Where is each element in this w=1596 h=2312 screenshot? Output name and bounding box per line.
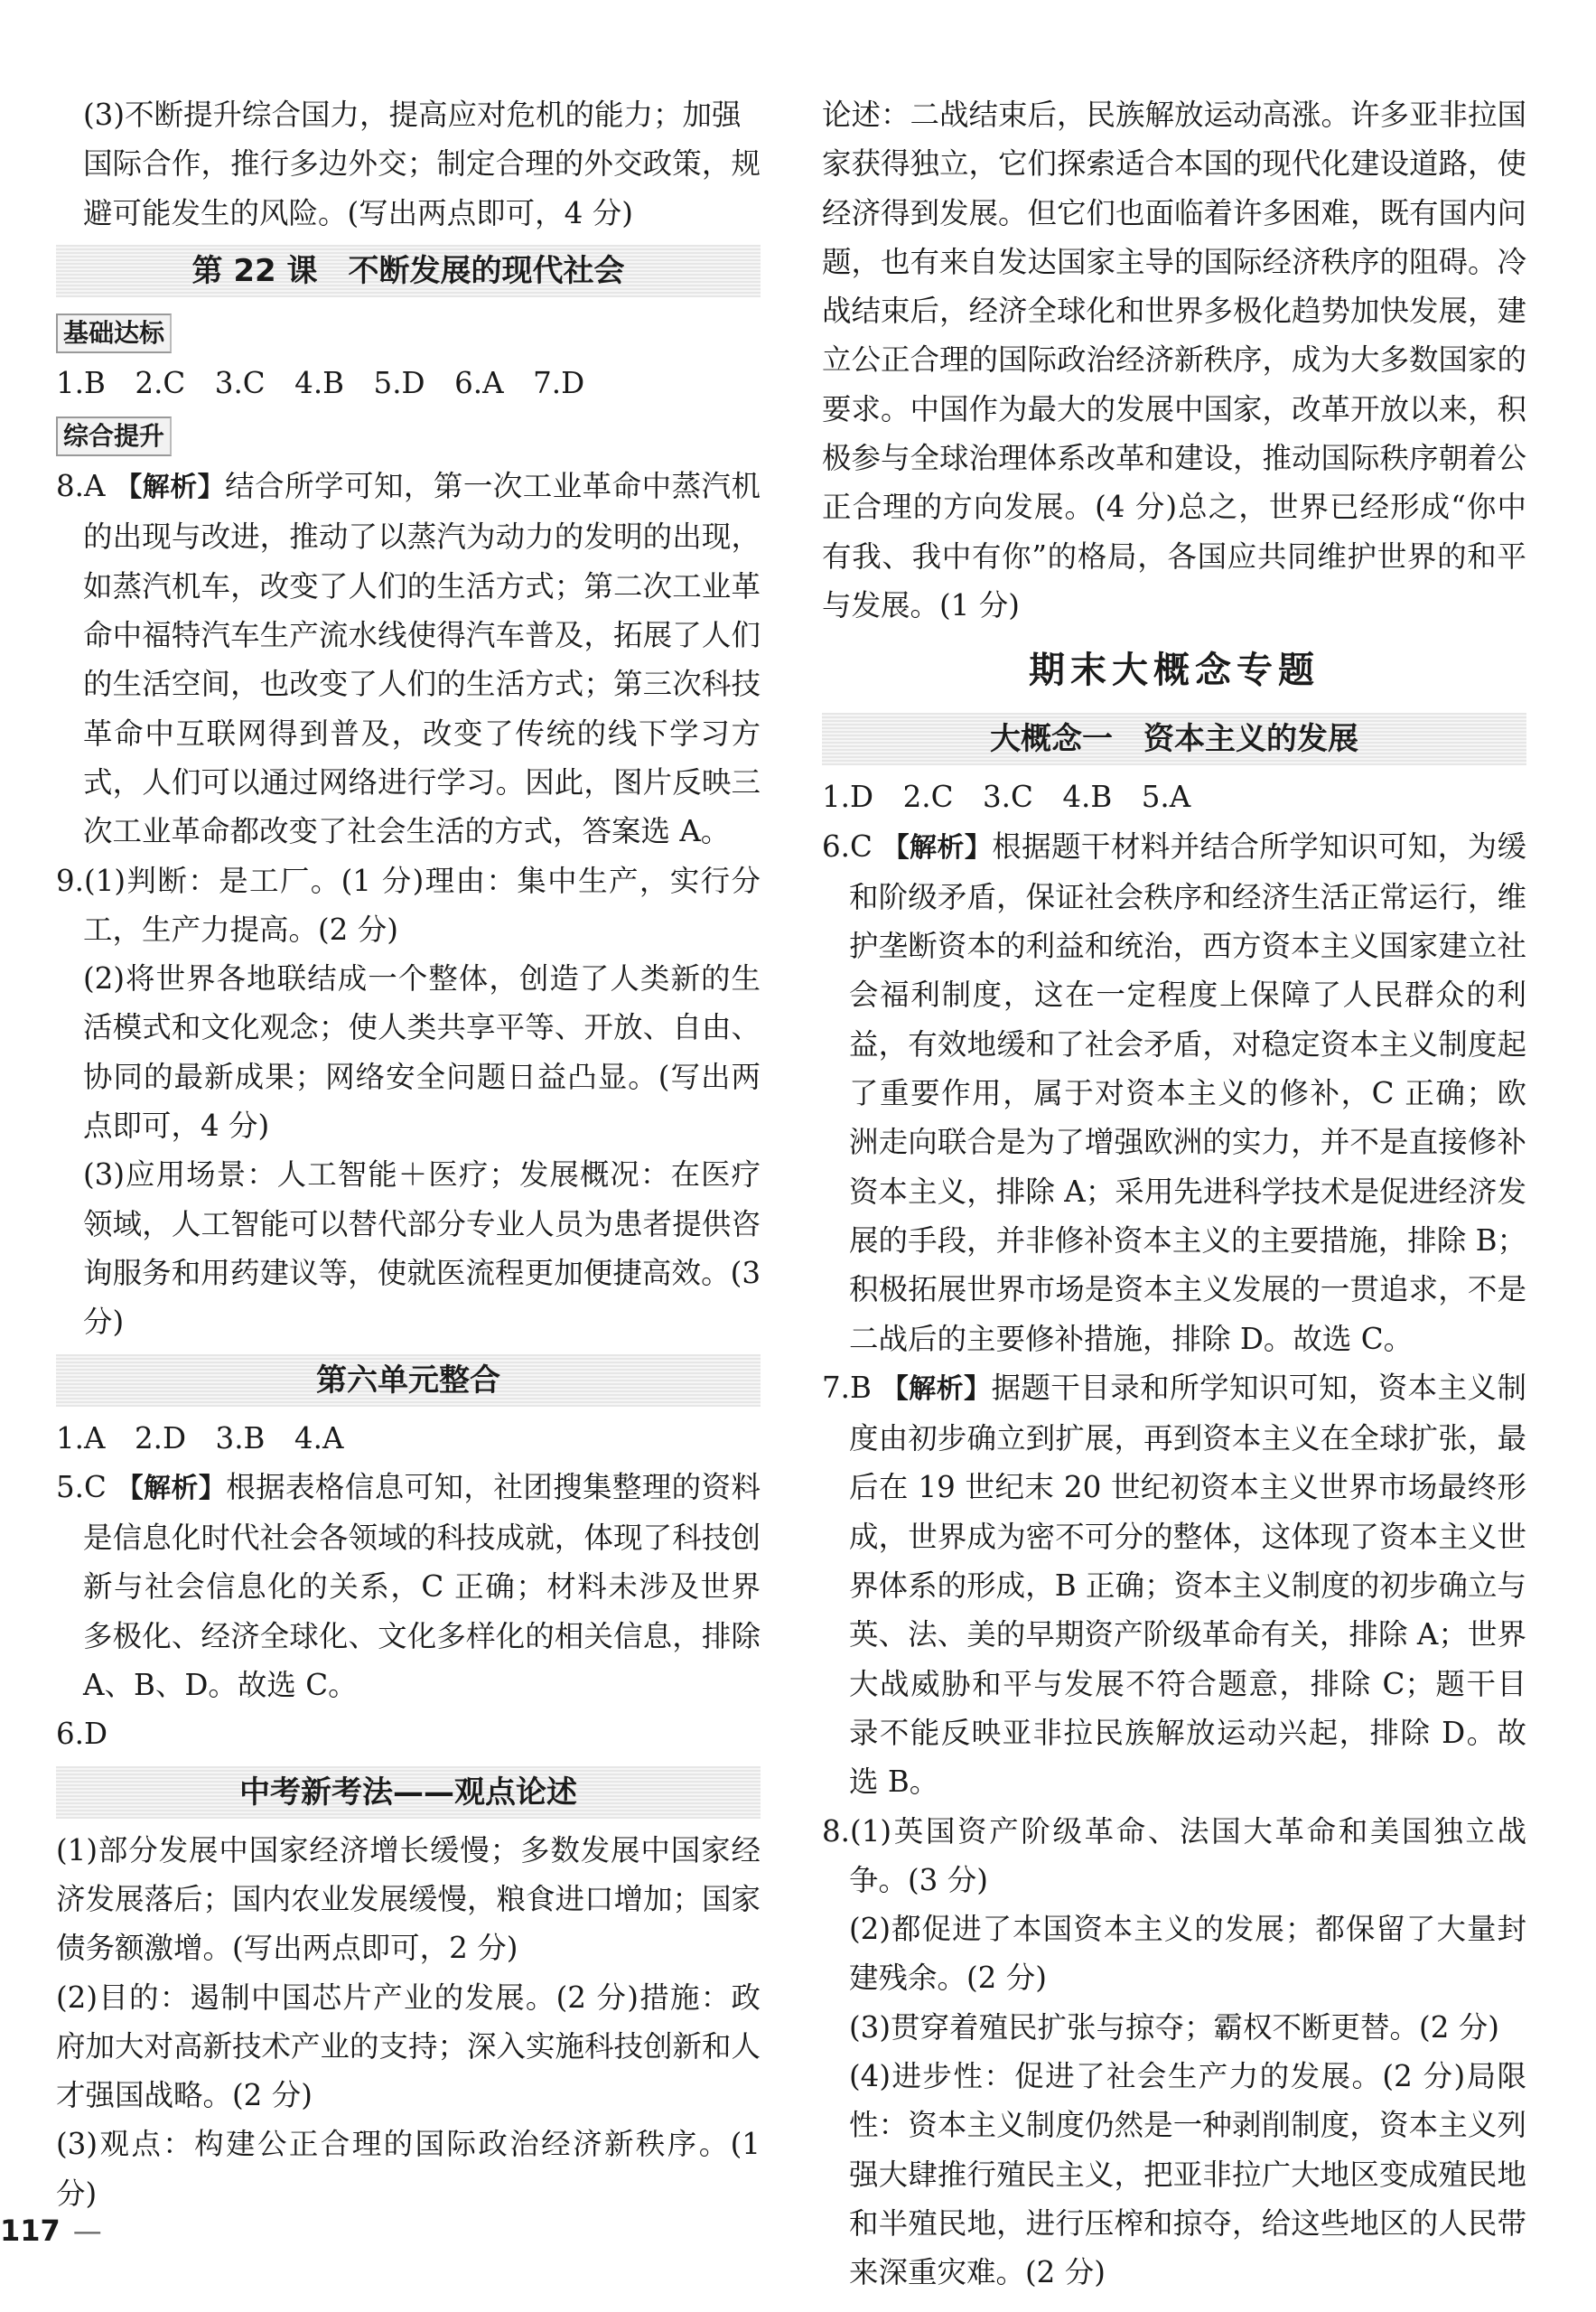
rq8-part1: 8.(1)英国资产阶级革命、法国大革命和美国独立战争。(3 分) — [822, 1813, 1526, 1897]
basic-answers: 1.B 2.C 3.C 4.B 5.D 6.A 7.D — [56, 365, 585, 400]
q8-body: 结合所学可知，第一次工业革命中蒸汽机的出现与改进，推动了以蒸汽为动力的发明的出现，如蒸汽机车，改变了人们的生活方式；第二次工业革命中福特汽车生产流水线使得汽车普及，拓展了人们的生活空间，也改变了人们的生活方式；第三次科技革命中互联网得到普及，改变了传统的线下学习方式，人们可以通过网络进行学习。因此，图片反映三次工业革命都改变了社会生活的方式，答案选 A。 — [83, 469, 761, 849]
rq7-body: 据题干目录和所学知识可知，资本主义制度由初步确立到扩展，再到资本主义在全球扩张，最后在 19 世纪末 20 世纪初资本主义世界市场最终形成，世界成为密不可分的整体，这体现了资本主义世界体系的形成，B 正确；资本主义制度的初步确立与英、法、美的早期资产阶级革命有关，排除 A；世界大战威胁和平与发展不符合题意，排除 C；题干目录不能反映亚非拉民族解放运动兴起，排除 D。故选 B。 — [849, 1370, 1526, 1800]
q9-part1: 9.(1)判断：是工厂。(1 分)理由：集中生产，实行分工，生产力提高。(2 分) — [56, 863, 761, 947]
q6-answer: 6.D — [56, 1717, 108, 1752]
rq6-analysis — [822, 822, 1526, 1363]
concept1-title: 大概念一 资本主义的发展 — [822, 713, 1526, 765]
left-para-0a: (3)不断提升综合国力，提高应对危机的能力；加强 — [83, 98, 742, 132]
left-column — [56, 90, 761, 2218]
zk-part2: (2)目的：遏制中国芯片产业的发展。(2 分)措施：政府加大对高新技术产业的支持；深入实施科技创新和人才强国战略。(2 分) — [56, 1980, 761, 2113]
analysis-tag: 【解析】 — [881, 1372, 992, 1405]
q5-body: 根据表格信息可知，社团搜集整理的资料是信息化时代社会各领域的科技成就，体现了科技创新与社会信息化的关系，C 正确；材料未涉及世界多极化、经济全球化、文化多样化的相关信息，排除 A、B、D。故选 C。 — [83, 1469, 761, 1703]
rq8-part4: (4)进步性：促进了社会生产力的发展。(2 分)局限性：资本主义制度仍然是一种剥削制度，资本主义列强大肆推行殖民主义，把亚非拉广大地区变成殖民地和半殖民地，进行压榨和掠夺，给这些地区的人民带来深重灾难。(2 分) — [849, 2058, 1526, 2290]
zk-part1: (1)部分发展中国家经济增长缓慢；多数发展中国家经济发展落后；国内农业发展缓慢，粮食进口增加；国家债务额激增。(写出两点即可，2 分) — [56, 1832, 761, 1966]
final-concept-title: 期末大概念专题 — [1029, 650, 1320, 692]
zk-part3: (3)观点：构建公正合理的国际政治经济新秩序。(1 分) — [56, 2127, 761, 2211]
q9-part2: (2)将世界各地联结成一个整体，创造了人类新的生活模式和文化观念；使人类共享平等、开放、自由、协同的最新成果；网络安全问题日益凸显。(写出两点即可，4 分) — [83, 961, 761, 1144]
rq8-part2: (2)都促进了本国资本主义的发展；都保留了大量封建残余。(2 分) — [849, 1912, 1526, 1996]
rq8-part3: (3)贯穿着殖民扩张与掠夺；霸权不断更替。(2 分) — [849, 2009, 1499, 2045]
rq7-head: 7.B — [822, 1370, 872, 1405]
q8-analysis — [56, 462, 761, 856]
left-para-0b: 国际合作，推行多边外交；制定合理的外交政策，规避可能发生的风险。(写出两点即可，4 分) — [83, 146, 761, 230]
page-number-value: 117 — [0, 2214, 61, 2248]
basic-tag: 基础达标 — [56, 314, 172, 353]
improve-tag: 综合提升 — [56, 417, 172, 456]
concept1-answers: 1.D 2.C 3.C 4.B 5.A — [822, 780, 1191, 815]
q5-head: 5.C — [56, 1469, 107, 1504]
unit6-title: 第六单元整合 — [56, 1354, 761, 1407]
rq6-head: 6.C — [822, 828, 873, 864]
analysis-tag: 【解析】 — [115, 472, 226, 504]
page-number — [0, 2214, 102, 2248]
page-number-dash: — — [72, 2214, 102, 2248]
rq7-analysis — [822, 1363, 1526, 1807]
zhongkao-title: 中考新考法——观点论述 — [56, 1766, 761, 1819]
unit6-answers: 1.A 2.D 3.B 4.A — [56, 1420, 344, 1456]
q5-analysis — [56, 1463, 761, 1709]
rq6-body: 根据题干材料并结合所学知识可知，为缓和阶级矛盾，保证社会秩序和经济生活正常运行，维护垄断资本的利益和统治，西方资本主义国家建立社会福利制度，这在一定程度上保障了人民群众的利益，有效地缓和了社会矛盾，对稳定资本主义制度起了重要作用，属于对资本主义的修补，C 正确；欧洲走向联合是为了增强欧洲的实力，并不是直接修补资本主义，排除 A；采用先进科学技术是促进经济发展的手段，并非修补资本主义的主要措施，排除 B；积极拓展世界市场是资本主义发展的一贯追求，不是二战后的主要修补措施，排除 D。故选 C。 — [849, 828, 1526, 1356]
analysis-tag: 【解析】 — [116, 1472, 227, 1504]
q8-head: 8.A — [56, 469, 106, 504]
right-top-para: 论述：二战结束后，民族解放运动高涨。许多亚非拉国家获得独立，它们探索适合本国的现代化建设道路，使经济得到发展。但它们也面临着许多困难，既有国内问题，也有来自发达国家主导的国际经济秩序的阻碍。冷战结束后，经济全球化和世界多极化趋势加快发展，建立公正合理的国际政治经济新秩序，成为大多数国家的要求。中国作为最大的发展中国家，改革开放以来，积极参与全球治理体系改革和建设，推动国际秩序朝着公正合理的方向发展。(4 分)总之，世界已经形成“你中有我、我中有你”的格局，各国应共同维护世界的和平与发展。(1 分) — [822, 98, 1527, 622]
analysis-tag: 【解析】 — [882, 831, 993, 864]
q9-part3: (3)应用场景：人工智能＋医疗；发展概况：在医疗领域，人工智能可以替代部分专业人员为患者提供咨询服务和用药建议等，使就医流程更加便捷高效。(3 分) — [83, 1157, 761, 1340]
lesson22-title: 第 22 课 不断发展的现代社会 — [56, 245, 761, 297]
right-column — [822, 90, 1526, 2297]
